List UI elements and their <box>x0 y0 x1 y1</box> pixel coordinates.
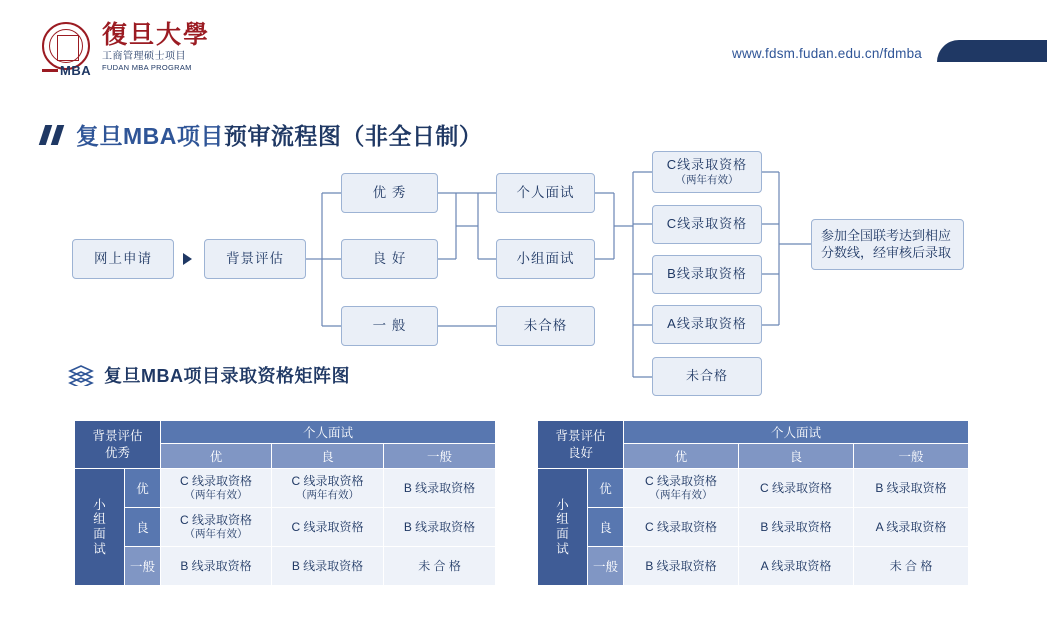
matrix-table-excellent <box>74 420 496 586</box>
table-row <box>75 508 496 547</box>
cell-sub: （两年有效） <box>649 488 713 501</box>
cell-main: C 线录取资格 <box>291 473 364 488</box>
node-result-c[interactable]: C线录取资格 <box>652 205 762 244</box>
cell-r2c2: 未 合 格 <box>854 547 969 586</box>
logo-chinese-name: 復旦大學 <box>102 20 211 49</box>
node-grade-excellent[interactable]: 优 秀 <box>341 173 438 213</box>
node-result-c-two-year-sub: （两年有效） <box>675 173 739 186</box>
title-slash-icon <box>39 125 52 145</box>
col-header-normal: 一般 <box>854 444 969 469</box>
cell-sub: （两年有效） <box>184 488 248 501</box>
node-group-interview[interactable]: 小组面试 <box>496 239 595 279</box>
website-url[interactable]: www.fdsm.fudan.edu.cn/fdmba <box>732 46 922 61</box>
logo-mba-wordmark <box>42 63 91 78</box>
cell-r0c1 <box>272 469 384 508</box>
header-decoration <box>937 40 1047 62</box>
node-background-assessment[interactable]: 背景评估 <box>204 239 306 279</box>
cell-sub: （两年有效） <box>296 488 360 501</box>
cell-r0c0 <box>624 469 739 508</box>
col-header-good: 良 <box>739 444 854 469</box>
logo-mba-label: MBA <box>60 63 92 78</box>
table-row <box>538 421 969 444</box>
row-header-excellent: 优 <box>588 469 624 508</box>
title-accent: 复旦MBA项目 <box>76 123 224 149</box>
cell-r2c1: A 线录取资格 <box>739 547 854 586</box>
col-header-good: 良 <box>272 444 384 469</box>
node-grade-good[interactable]: 良 好 <box>341 239 438 279</box>
table-row <box>538 547 969 586</box>
top-header-left: 个人面试 <box>161 421 496 444</box>
cell-main: C 线录取资格 <box>180 473 253 488</box>
logo-program-cn: 工商管理硕士项目 <box>102 51 186 62</box>
cell-r1c0: C 线录取资格 <box>624 508 739 547</box>
cell-r1c0 <box>161 508 272 547</box>
cell-r0c0 <box>161 469 272 508</box>
arrow-icon <box>183 253 192 265</box>
table-row <box>75 421 496 444</box>
row-header-normal: 一般 <box>588 547 624 586</box>
node-interview-fail[interactable]: 未合格 <box>496 306 595 346</box>
col-header-normal: 一般 <box>384 444 496 469</box>
node-result-c-two-year[interactable] <box>652 151 762 193</box>
col-header-excellent: 优 <box>161 444 272 469</box>
cell-r0c2: B 线录取资格 <box>384 469 496 508</box>
page-title <box>42 118 482 151</box>
logo-program-en: FUDAN MBA PROGRAM <box>102 63 192 72</box>
cell-r0c1: C 线录取资格 <box>739 469 854 508</box>
table-row <box>75 547 496 586</box>
cell-r2c0: B 线录取资格 <box>624 547 739 586</box>
logo-red-bar-icon <box>42 69 58 72</box>
side-header-label: 小组面试 <box>93 497 106 556</box>
table-row <box>538 469 969 508</box>
row-header-normal: 一般 <box>125 547 161 586</box>
title-slash-icon-2 <box>51 125 64 145</box>
title-text <box>76 118 482 151</box>
cell-r2c1: B 线录取资格 <box>272 547 384 586</box>
cell-r1c1: B 线录取资格 <box>739 508 854 547</box>
corner-line-2: 优秀 <box>105 445 131 460</box>
node-personal-interview[interactable]: 个人面试 <box>496 173 595 213</box>
table-row <box>75 469 496 508</box>
section-subtitle <box>68 362 350 388</box>
side-header-group-interview-left <box>75 469 125 586</box>
corner-header-right <box>538 421 624 469</box>
node-online-application[interactable]: 网上申请 <box>72 239 174 279</box>
cell-r1c1: C 线录取资格 <box>272 508 384 547</box>
cell-r2c0: B 线录取资格 <box>161 547 272 586</box>
node-result-b[interactable]: B线录取资格 <box>652 255 762 294</box>
cell-r1c2: A 线录取资格 <box>854 508 969 547</box>
node-result-a[interactable]: A线录取资格 <box>652 305 762 344</box>
node-final-admission[interactable]: 参加全国联考达到相应分数线，经审核后录取 <box>811 219 964 270</box>
waves-icon <box>68 364 94 386</box>
side-header-label: 小组面试 <box>556 497 569 556</box>
cell-r1c2: B 线录取资格 <box>384 508 496 547</box>
side-header-group-interview-right <box>538 469 588 586</box>
row-header-good: 良 <box>125 508 161 547</box>
node-grade-normal[interactable]: 一 般 <box>341 306 438 346</box>
subtitle-text: 复旦MBA项目录取资格矩阵图 <box>104 366 350 386</box>
corner-line-1: 背景评估 <box>555 429 606 444</box>
corner-line-1: 背景评估 <box>92 429 143 444</box>
corner-header-left <box>75 421 161 469</box>
node-result-fail[interactable]: 未合格 <box>652 357 762 396</box>
table-row <box>538 508 969 547</box>
cell-r2c2: 未 合 格 <box>384 547 496 586</box>
cell-main: C 线录取资格 <box>180 512 253 527</box>
cell-sub: （两年有效） <box>184 527 248 540</box>
title-rest: 预审流程图（非全日制） <box>223 123 483 149</box>
row-header-excellent: 优 <box>125 469 161 508</box>
node-result-c-two-year-main: C线录取资格 <box>666 157 748 173</box>
corner-line-2: 良好 <box>568 445 594 460</box>
col-header-excellent: 优 <box>624 444 739 469</box>
cell-main: C 线录取资格 <box>645 473 718 488</box>
row-header-good: 良 <box>588 508 624 547</box>
cell-r0c2: B 线录取资格 <box>854 469 969 508</box>
matrix-table-good <box>537 420 969 586</box>
logo-text-block <box>102 22 210 72</box>
top-header-right: 个人面试 <box>624 421 969 444</box>
